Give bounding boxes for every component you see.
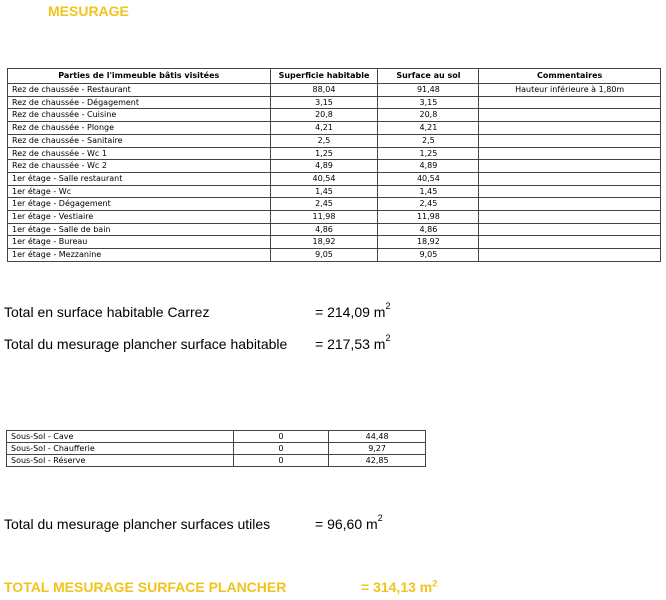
header-parties: Parties de l'immeuble bâtis visitées xyxy=(8,69,271,84)
cell-room: Rez de chaussée - Wc 1 xyxy=(8,147,271,160)
cell-superficie-habitable: 2,5 xyxy=(270,134,378,147)
cell-commentaire: Hauteur inférieure à 1,80m xyxy=(479,84,661,97)
cell-room: 1er étage - Wc xyxy=(8,185,271,198)
cell-commentaire xyxy=(479,236,661,249)
cell-superficie-habitable: 1,45 xyxy=(270,185,378,198)
cell-superficie-habitable: 4,89 xyxy=(270,160,378,173)
cell-surface-au-sol: 1,25 xyxy=(378,147,479,160)
cell-commentaire xyxy=(479,147,661,160)
table-row xyxy=(8,223,661,236)
cell-commentaire xyxy=(479,249,661,262)
table-row xyxy=(8,122,661,135)
table-row xyxy=(8,249,661,262)
basement-table-body xyxy=(7,431,426,467)
total-utiles-label: Total du mesurage plancher surfaces utiles xyxy=(4,516,271,532)
table-row xyxy=(7,443,426,455)
cell-room: Rez de chaussée - Sanitaire xyxy=(8,134,271,147)
cell-superficie-habitable: 20,8 xyxy=(270,109,378,122)
table-row xyxy=(8,185,661,198)
cell-surface-au-sol: 91,48 xyxy=(378,84,479,97)
cell-room: Rez de chaussée - Cuisine xyxy=(8,109,271,122)
cell-surface-au-sol: 44,48 xyxy=(329,431,426,443)
total-carrez-line xyxy=(4,301,391,320)
cell-superficie-habitable: 3,15 xyxy=(270,96,378,109)
cell-surface-au-sol: 2,5 xyxy=(378,134,479,147)
table-row xyxy=(8,211,661,224)
page-heading: MESURAGE xyxy=(48,3,129,19)
total-habitable-label: Total du mesurage plancher surface habitable xyxy=(4,336,288,352)
cell-room: Rez de chaussée - Plonge xyxy=(8,122,271,135)
cell-superficie-habitable: 9,05 xyxy=(270,249,378,262)
total-carrez-label: Total en surface habitable Carrez xyxy=(4,304,210,320)
cell-commentaire xyxy=(479,211,661,224)
basement-surfaces-table xyxy=(6,430,426,467)
header-commentaires: Commentaires xyxy=(479,69,661,84)
cell-superficie-habitable: 18,92 xyxy=(270,236,378,249)
cell-room: 1er étage - Vestiaire xyxy=(8,211,271,224)
main-surfaces-table xyxy=(7,68,661,262)
cell-commentaire xyxy=(479,134,661,147)
table-row xyxy=(8,160,661,173)
cell-room: Rez de chaussée - Dégagement xyxy=(8,96,271,109)
grand-total-line xyxy=(4,578,438,595)
cell-superficie-habitable: 88,04 xyxy=(270,84,378,97)
cell-surface-habitable: 0 xyxy=(233,443,329,455)
cell-room: 1er étage - Salle de bain xyxy=(8,223,271,236)
cell-superficie-habitable: 4,86 xyxy=(270,223,378,236)
total-utiles-value: = 96,60 $m^2$ xyxy=(315,513,383,532)
main-table-header xyxy=(8,69,661,84)
cell-room: 1er étage - Salle restaurant xyxy=(8,172,271,185)
cell-commentaire xyxy=(479,223,661,236)
cell-commentaire xyxy=(479,160,661,173)
table-row xyxy=(8,198,661,211)
cell-commentaire xyxy=(479,198,661,211)
cell-surface-au-sol: 42,85 xyxy=(329,455,426,467)
cell-superficie-habitable: 1,25 xyxy=(270,147,378,160)
grand-total-value: = 314,13 $m^2$ xyxy=(361,578,438,595)
table-row xyxy=(8,172,661,185)
grand-total-label: TOTAL MESURAGE SURFACE PLANCHER xyxy=(4,579,287,595)
cell-surface-au-sol: 11,98 xyxy=(378,211,479,224)
table-row xyxy=(8,84,661,97)
table-row xyxy=(8,147,661,160)
cell-superficie-habitable: 2,45 xyxy=(270,198,378,211)
cell-room: 1er étage - Bureau xyxy=(8,236,271,249)
total-habitable-line xyxy=(4,333,391,352)
header-surface-au-sol: Surface au sol xyxy=(378,69,479,84)
table-row xyxy=(7,431,426,443)
cell-surface-au-sol: 40,54 xyxy=(378,172,479,185)
cell-room: Sous-Sol - Cave xyxy=(7,431,234,443)
cell-superficie-habitable: 40,54 xyxy=(270,172,378,185)
cell-commentaire xyxy=(479,172,661,185)
table-row xyxy=(8,134,661,147)
cell-commentaire xyxy=(479,96,661,109)
cell-surface-au-sol: 18,92 xyxy=(378,236,479,249)
cell-surface-habitable: 0 xyxy=(233,431,329,443)
cell-commentaire xyxy=(479,185,661,198)
total-habitable-value: = 217,53 $m^2$ xyxy=(315,333,391,352)
cell-room: 1er étage - Mezzanine xyxy=(8,249,271,262)
cell-surface-au-sol: 1,45 xyxy=(378,185,479,198)
cell-room: 1er étage - Dégagement xyxy=(8,198,271,211)
cell-surface-au-sol: 9,27 xyxy=(329,443,426,455)
cell-room: Rez de chaussée - Wc 2 xyxy=(8,160,271,173)
header-superficie-habitable: Superficie habitable xyxy=(270,69,378,84)
cell-surface-au-sol: 4,21 xyxy=(378,122,479,135)
cell-surface-au-sol: 9,05 xyxy=(378,249,479,262)
cell-room: Sous-Sol - Réserve xyxy=(7,455,234,467)
cell-superficie-habitable: 11,98 xyxy=(270,211,378,224)
cell-surface-au-sol: 4,86 xyxy=(378,223,479,236)
cell-surface-au-sol: 20,8 xyxy=(378,109,479,122)
cell-surface-au-sol: 3,15 xyxy=(378,96,479,109)
table-row xyxy=(8,109,661,122)
cell-surface-habitable: 0 xyxy=(233,455,329,467)
main-table-body xyxy=(8,84,661,262)
table-row xyxy=(7,455,426,467)
cell-commentaire xyxy=(479,109,661,122)
cell-commentaire xyxy=(479,122,661,135)
table-row xyxy=(8,236,661,249)
cell-surface-au-sol: 2,45 xyxy=(378,198,479,211)
cell-superficie-habitable: 4,21 xyxy=(270,122,378,135)
cell-room: Rez de chaussée - Restaurant xyxy=(8,84,271,97)
total-carrez-value: = 214,09 $m^2$ xyxy=(315,301,391,320)
cell-room: Sous-Sol - Chaufferie xyxy=(7,443,234,455)
total-utiles-line xyxy=(4,513,383,532)
cell-surface-au-sol: 4,89 xyxy=(378,160,479,173)
table-row xyxy=(8,96,661,109)
